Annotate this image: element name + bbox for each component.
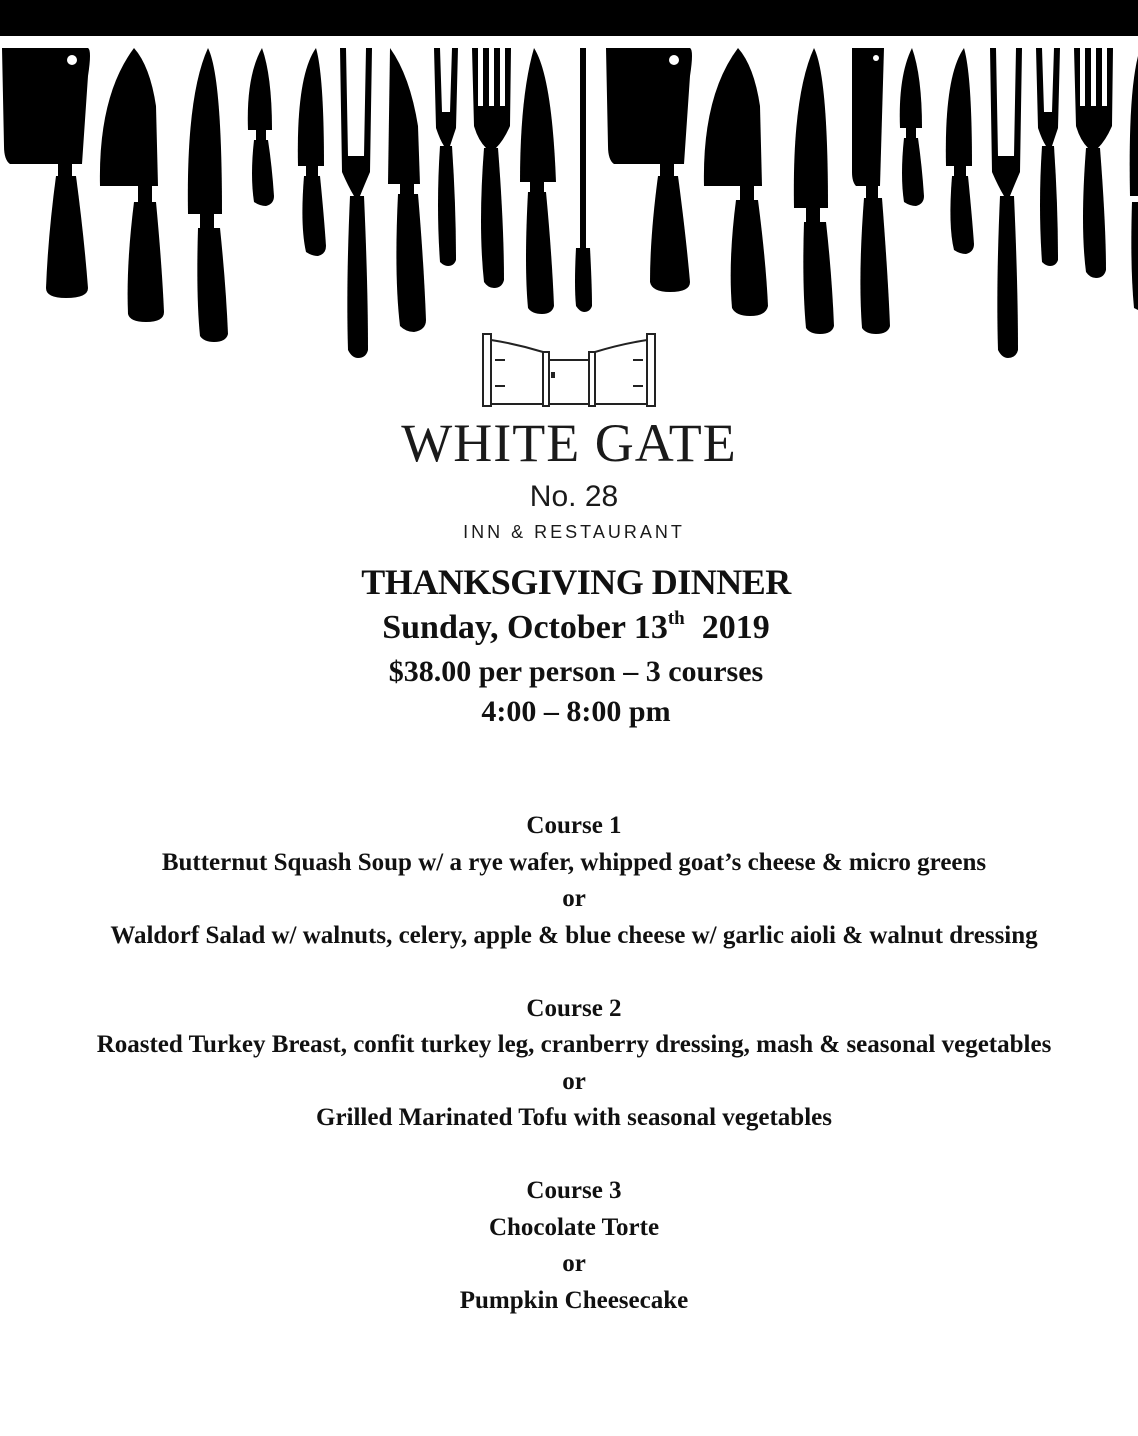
slicing-knife-icon xyxy=(188,48,228,342)
fork-icon xyxy=(1036,48,1060,266)
event-header xyxy=(0,560,1138,732)
course-heading: Course 3 xyxy=(526,1177,622,1204)
paring-knife-icon xyxy=(900,48,924,206)
brand-number: No. 28 xyxy=(529,480,619,513)
restaurant-logo xyxy=(0,330,1138,543)
event-date-suffix: th xyxy=(667,608,685,629)
long-knife-icon xyxy=(520,48,556,314)
utility-knife-icon xyxy=(298,48,326,256)
carving-fork-icon xyxy=(340,48,372,358)
top-black-bar xyxy=(0,0,1138,36)
course-option: Chocolate Torte xyxy=(488,1213,660,1241)
event-price: $38.00 per person – 3 courses xyxy=(388,655,764,688)
event-title: THANKSGIVING DINNER xyxy=(361,562,791,602)
hanging-cutlery-banner xyxy=(0,36,1138,366)
event-date-year: 2019 xyxy=(701,609,770,646)
course-option: Butternut Squash Soup w/ a rye wafer, whipped goat’s cheese & micro greens xyxy=(161,848,987,876)
fork-icon xyxy=(434,48,458,266)
course-2 xyxy=(40,991,1108,1137)
carving-fork-icon xyxy=(990,48,1022,358)
chef-knife-icon xyxy=(100,48,164,322)
course-1 xyxy=(40,808,1108,954)
event-date xyxy=(14,604,1138,652)
cleaver-icon xyxy=(852,48,890,334)
brand-subtitle: INN & RESTAURANT xyxy=(463,522,685,542)
course-heading: Course 2 xyxy=(526,994,622,1022)
knife-icon xyxy=(1130,56,1138,310)
utility-knife-icon xyxy=(946,48,974,254)
course-option: Roasted Turkey Breast, confit turkey leg, cranberry dressing, mash & seasonal vegetables xyxy=(96,1031,1052,1058)
dinner-fork-icon xyxy=(472,48,511,288)
course-option: Pumpkin Cheesecake xyxy=(459,1286,689,1314)
gate-icon xyxy=(481,330,657,408)
menu xyxy=(40,808,1108,1319)
course-or: or xyxy=(562,1250,586,1277)
sharpening-steel-icon xyxy=(575,48,592,312)
course-or: or xyxy=(562,1067,586,1095)
cleaver-icon xyxy=(2,48,90,298)
event-date-main: Sunday, October 13 xyxy=(382,609,668,646)
course-option: Grilled Marinated Tofu with seasonal vegetables xyxy=(316,1104,832,1131)
chef-knife-icon xyxy=(704,48,768,316)
slicing-knife-icon xyxy=(794,48,834,334)
course-option: Waldorf Salad w/ walnuts, celery, apple & blue cheese w/ garlic aioli & walnut dressing xyxy=(110,921,1038,949)
dinner-fork-icon xyxy=(1074,48,1113,278)
paring-knife-icon xyxy=(248,48,274,206)
cleaver-icon xyxy=(606,48,692,292)
course-heading: Course 1 xyxy=(526,812,622,839)
course-3 xyxy=(40,1173,1108,1319)
course-or: or xyxy=(562,885,586,912)
steak-knife-icon xyxy=(388,48,426,332)
event-time: 4:00 – 8:00 pm xyxy=(481,695,671,728)
brand-name: WHITE GATE xyxy=(401,413,737,473)
